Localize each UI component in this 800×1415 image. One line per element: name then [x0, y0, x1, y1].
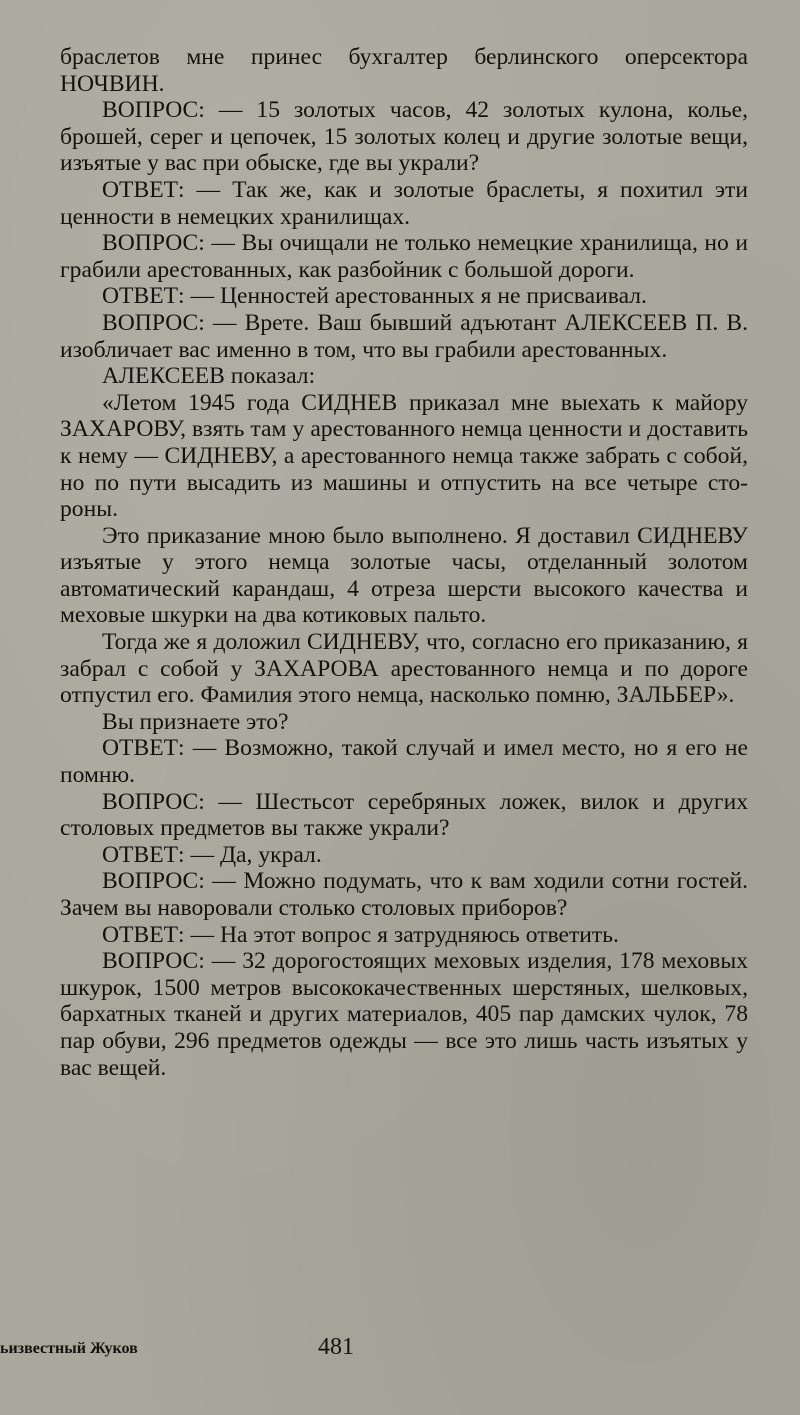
paragraph: ОТВЕТ: — Да, украл.: [102, 841, 322, 868]
paragraph: Это приказание мною было выполнено. Я доставил СИДНЕВУ изъятые у этого немца золотые часы, отделанный золотом автоматический карандаш, 4 отреза шерсти высокого качества и меховые шкурки на два котиковых пальто.: [60, 522, 748, 629]
page-footer: [0, 1334, 800, 1364]
paragraph: ВОПРОС: — Можно подумать, что к вам ходили сотни гостей. Зачем вы наворовали столько столовых приборов?: [60, 868, 748, 921]
running-title: ьизвестный Жуков: [0, 1340, 138, 1357]
paragraph: Тогда же я доложил СИДНЕВУ, что, согласно его приказанию, я забрал с собой у ЗАХАРОВА арестованного немца и по дороге отпустил его. Фамилия этого немца, насколько помню, ЗАЛЬБЕР».: [60, 629, 748, 709]
paragraph: ВОПРОС: — 32 дорогостоящих меховых изделия, 178 меховых шкурок, 1500 метров высококачественных шерстяных, шелковых, бархатных тканей и других материалов, 405 пар дамских чулок, 78 пар обуви, 296 предметов одежды — все это лишь часть изъятых у вас вещей.: [60, 948, 748, 1081]
paragraph: ВОПРОС: — Шестьсот серебряных ложек, вилок и других столовых предметов вы также украли?: [60, 788, 748, 842]
paragraph: АЛЕКСЕЕВ показал:: [102, 363, 316, 390]
body-text: [60, 44, 748, 1081]
paragraph: ОТВЕТ: — Возможно, такой случай и имел место, но я его не помню.: [60, 735, 748, 789]
paragraph: ВОПРОС: — 15 золотых часов, 42 золотых кулона, колье, брошей, серег и цепочек, 15 золотых колец и другие золотые вещи, изъятые у вас при обыске, где вы украли?: [60, 97, 748, 177]
paragraph: ВОПРОС: — Вы очищали не только немецкие хранилища, но и грабили арестованных, как разбойник с большой дороги.: [60, 230, 748, 283]
paragraph: Вы признаете это?: [102, 708, 289, 735]
paragraph: ОТВЕТ: — Так же, как и золотые браслеты, я похитил эти ценности в немецких хранилищах.: [60, 176, 748, 230]
page-number: 481: [318, 1334, 354, 1360]
paragraph: «Летом 1945 года СИДНЕВ приказал мне выехать к майору ЗАХАРОВУ, взять там у арестованного немца ценности и доставить к нему — СИДНЕВУ, а арестованного немца также забрать с собой, но по пути высадить из машины и отпустить на все четыре стороны.: [60, 389, 748, 523]
paragraph: ОТВЕТ: — Ценностей арестованных я не присваивал.: [102, 283, 647, 310]
paragraph: ОТВЕТ: — На этот вопрос я затрудняюсь ответить.: [102, 921, 619, 948]
paragraph: ВОПРОС: — Врете. Ваш бывший адъютант АЛЕКСЕЕВ П. В. изобличает вас именно в том, что вы грабили арестованных.: [60, 309, 748, 363]
paragraph: браслетов мне принес бухгалтер берлинского оперсектора НОЧВИН.: [60, 44, 748, 97]
